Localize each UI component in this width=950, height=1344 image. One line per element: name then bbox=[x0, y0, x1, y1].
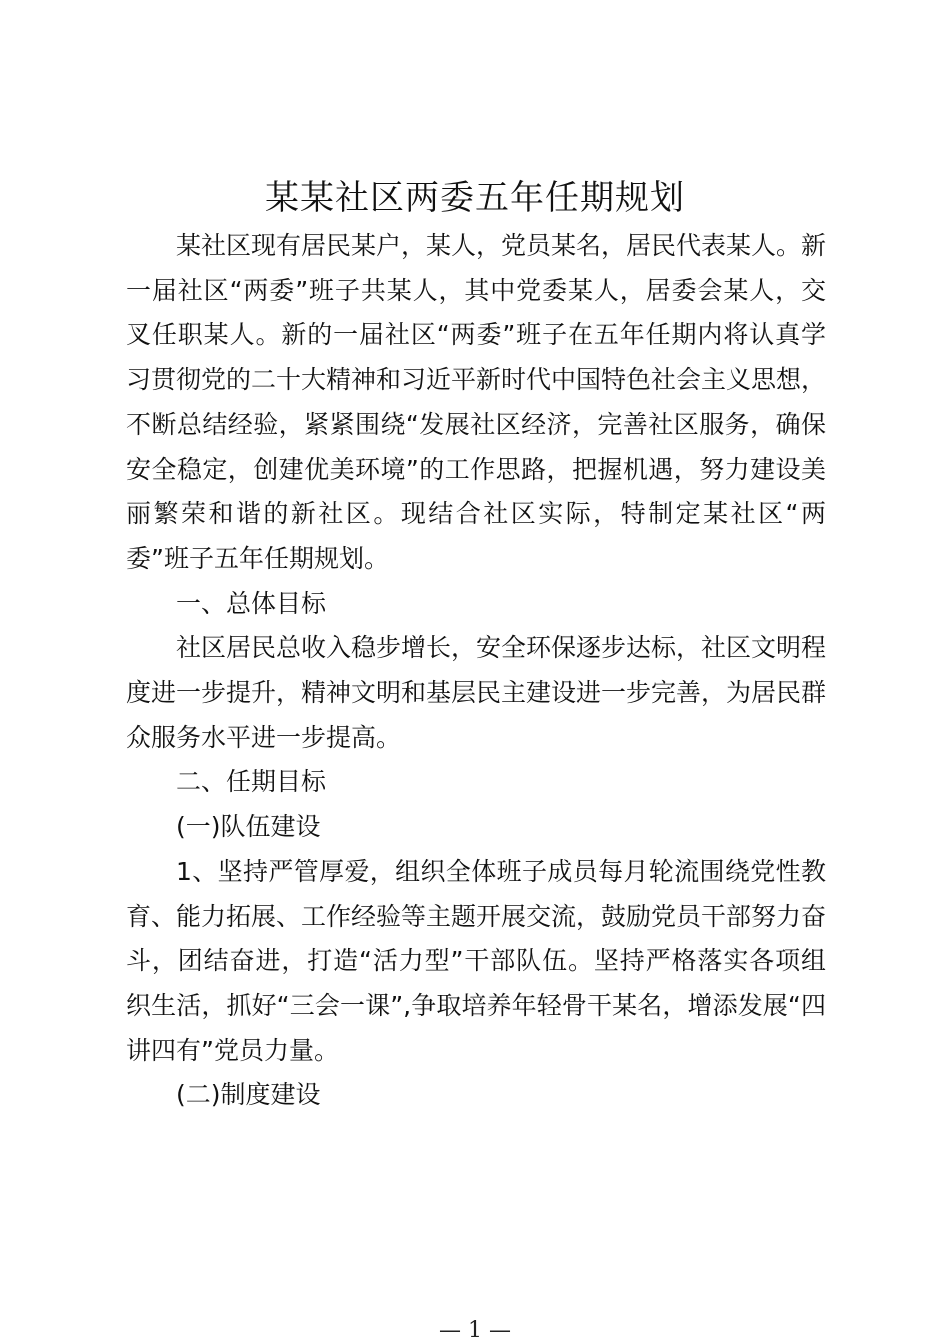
section-heading-term-goals: 二、任期目标 bbox=[176, 767, 327, 797]
overall-goals-paragraph: 社区居民总收入稳步增长，安全环保逐步达标，社区文明程度进一步提升，精神文明和基层民主建设进一步完善，为居民群众服务水平进一步提高。 bbox=[126, 633, 827, 752]
intro-paragraph: 某社区现有居民某户，某人，党员某名，居民代表某人。新一届社区“两委”班子共某人，其中党委某人，居委会某人，交叉任职某人。新的一届社区“两委”班子在五年任期内将认真学习贯彻党的二十大精神和习近平新时代中国特色社会主义思想，不断总结经验，紧紧围绕“发展社区经济，完善社区服务，确保安全稳定，创建优美环境”的工作思路，把握机遇，努力建设美丽繁荣和谐的新社区。现结合社区实际，特制定某社区“两委”班子五年任期规划。 bbox=[126, 231, 827, 573]
document-body bbox=[126, 224, 826, 1118]
page-number: — 1 — bbox=[439, 1318, 511, 1343]
section-heading-overall-goals: 一、总体目标 bbox=[176, 588, 327, 618]
subsection-heading-team-building: (一)队伍建设 bbox=[176, 812, 321, 842]
team-building-paragraph: 1、坚持严管厚爱，组织全体班子成员每月轮流围绕党性教育、能力拓展、工作经验等主题开展交流，鼓励党员干部努力奋斗，团结奋进，打造“活力型”干部队伍。坚持严格落实各项组织生活，抓好“三会一课”,争取培养年轻骨干某名，增添发展“四讲四有”党员力量。 bbox=[126, 856, 827, 1065]
document-title: 某某社区两委五年任期规划 bbox=[265, 178, 685, 218]
subsection-heading-system-building: (二)制度建设 bbox=[176, 1080, 321, 1110]
